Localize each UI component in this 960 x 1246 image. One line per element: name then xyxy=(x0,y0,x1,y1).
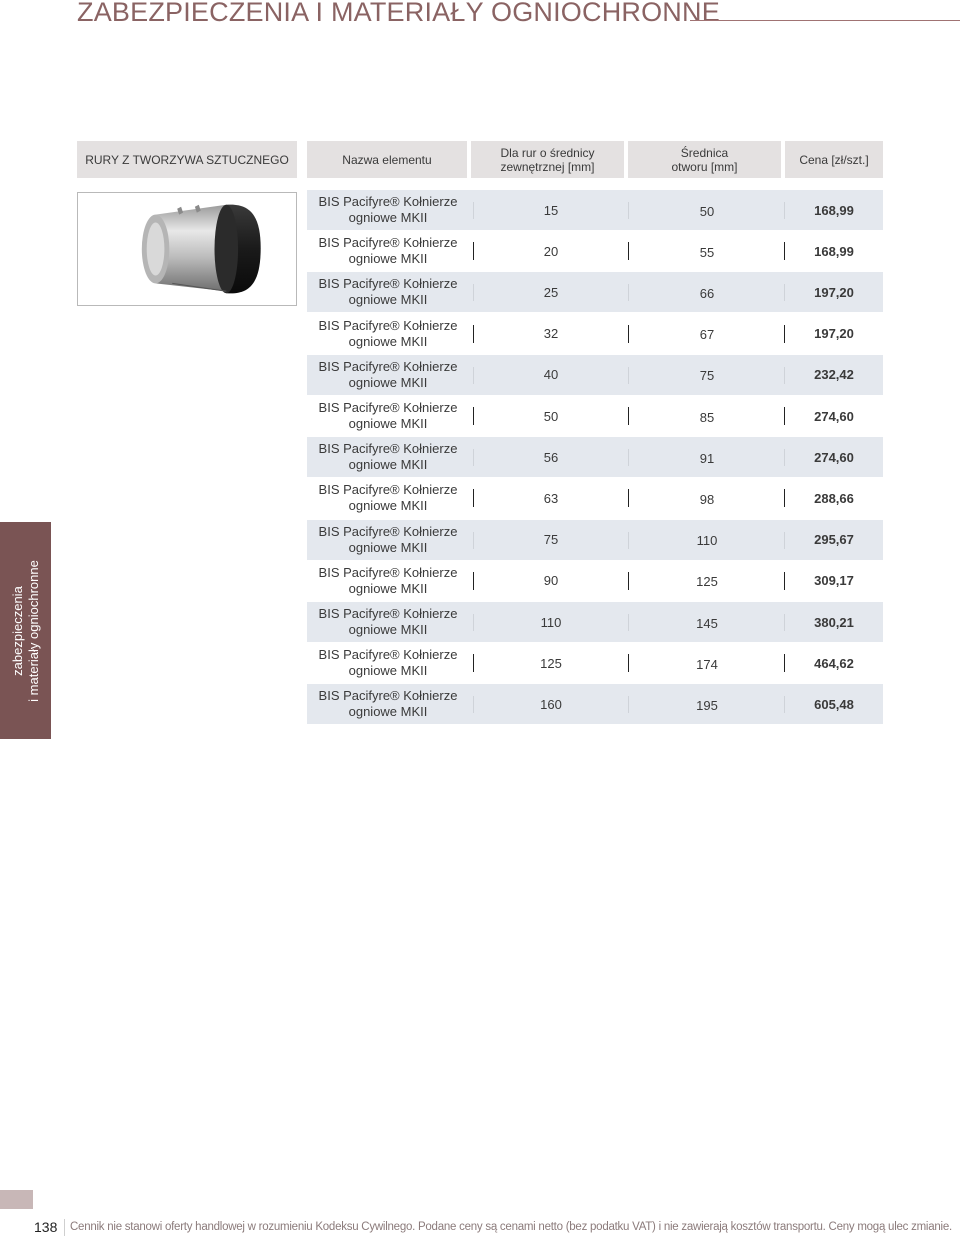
row-pipe-diameter: 32 xyxy=(543,326,559,342)
table-row xyxy=(307,190,883,230)
row-price: 295,67 xyxy=(814,532,854,548)
row-opening-diameter: 91 xyxy=(699,450,715,466)
row-name xyxy=(307,396,469,436)
page-number: 138 xyxy=(34,1219,58,1235)
side-tab-label xyxy=(10,560,42,702)
row-name-line1: BIS Pacifyre® Kołnierze xyxy=(318,523,458,539)
row-pipe-diameter: 25 xyxy=(543,284,559,300)
row-opening-diameter: 195 xyxy=(696,697,718,713)
table-row xyxy=(307,520,883,560)
row-name xyxy=(307,355,469,395)
footer-separator xyxy=(64,1219,65,1236)
row-opening-diameter: 98 xyxy=(699,491,715,507)
table-row xyxy=(307,355,883,395)
row-name-line2: ogniowe MKII xyxy=(348,210,428,225)
row-price: 168,99 xyxy=(814,202,854,218)
row-pipe-diameter: 20 xyxy=(543,243,559,259)
row-name-line1: BIS Pacifyre® Kołnierze xyxy=(318,276,458,292)
row-name xyxy=(307,602,469,642)
row-name-line2: ogniowe MKII xyxy=(348,704,428,720)
header-price: Cena [zł/szt.] xyxy=(785,141,883,178)
row-pipe-diameter: 75 xyxy=(543,532,559,548)
row-price: 288,66 xyxy=(814,490,854,506)
table-row xyxy=(307,396,883,436)
row-name-line2: ogniowe MKII xyxy=(348,416,428,431)
row-pipe-diameter: 90 xyxy=(543,573,559,589)
row-name-line1: BIS Pacifyre® Kołnierze xyxy=(318,194,458,209)
row-name-line1: BIS Pacifyre® Kołnierze xyxy=(318,564,458,580)
row-price: 605,48 xyxy=(814,696,854,712)
row-price: 197,20 xyxy=(814,326,854,342)
row-name-line2: ogniowe MKII xyxy=(348,333,428,349)
row-name-line2: ogniowe MKII xyxy=(348,663,428,679)
row-pipe-diameter: 40 xyxy=(543,367,559,383)
row-name-line2: ogniowe MKII xyxy=(348,251,428,267)
side-tab xyxy=(0,522,51,739)
row-name xyxy=(307,561,469,601)
row-name-line2: ogniowe MKII xyxy=(348,374,428,390)
table-row xyxy=(307,602,883,642)
table-row xyxy=(307,437,883,477)
row-name-line2: ogniowe MKII xyxy=(348,498,428,514)
row-name-line1: BIS Pacifyre® Kołnierze xyxy=(318,400,458,415)
row-opening-diameter: 75 xyxy=(699,368,715,384)
row-pipe-diameter: 125 xyxy=(540,655,562,671)
table-row xyxy=(307,231,883,271)
page-title: ZABEZPIECZENIA I MATERIAŁY OGNIOCHRONNE xyxy=(77,0,720,27)
row-price: 232,42 xyxy=(814,367,854,383)
row-name xyxy=(307,684,469,724)
header-category: RURY Z TWORZYWA SZTUCZNEGO xyxy=(77,141,297,178)
row-name xyxy=(307,314,469,354)
row-opening-diameter: 67 xyxy=(699,327,715,343)
row-name-line1: BIS Pacifyre® Kołnierze xyxy=(318,235,458,251)
row-name-line2: ogniowe MKII xyxy=(348,457,428,473)
row-name xyxy=(307,231,469,271)
row-pipe-diameter: 160 xyxy=(540,696,562,712)
table-row xyxy=(307,643,883,683)
row-name xyxy=(307,520,469,560)
row-name-line2: ogniowe MKII xyxy=(348,292,428,308)
row-pipe-diameter: 56 xyxy=(543,449,559,465)
header-opening-diameter: Średnica otworu [mm] xyxy=(628,141,781,178)
row-name-line2: ogniowe MKII xyxy=(348,622,428,637)
row-price: 464,62 xyxy=(814,655,854,671)
row-name-line1: BIS Pacifyre® Kołnierze xyxy=(318,647,458,663)
pipe-collar-icon xyxy=(78,193,296,305)
row-pipe-diameter: 50 xyxy=(543,408,559,424)
title-rule xyxy=(690,20,960,21)
row-price: 309,17 xyxy=(814,573,854,589)
row-name-line1: BIS Pacifyre® Kołnierze xyxy=(318,606,458,621)
row-name-line1: BIS Pacifyre® Kołnierze xyxy=(318,317,458,333)
table-row xyxy=(307,314,883,354)
row-opening-diameter: 110 xyxy=(696,533,718,549)
row-opening-diameter: 55 xyxy=(699,244,715,260)
side-tab-line2: i materiały ogniochronne xyxy=(25,559,41,702)
row-price: 197,20 xyxy=(814,284,854,300)
row-name-line1: BIS Pacifyre® Kołnierze xyxy=(318,688,458,704)
row-pipe-diameter: 63 xyxy=(543,490,559,506)
header-name: Nazwa elementu xyxy=(307,141,467,178)
row-opening-diameter: 145 xyxy=(696,615,718,631)
row-name-line2: ogniowe MKII xyxy=(348,539,428,555)
side-tab-line1: zabezpieczenia xyxy=(9,585,25,676)
row-name xyxy=(307,643,469,683)
row-opening-diameter: 125 xyxy=(696,574,718,590)
header-pipe-diameter: Dla rur o średnicy zewnętrznej [mm] xyxy=(471,141,624,178)
row-name-line2: ogniowe MKII xyxy=(348,580,428,596)
row-price: 380,21 xyxy=(814,614,854,630)
row-price: 168,99 xyxy=(814,243,854,259)
row-price: 274,60 xyxy=(814,408,854,424)
row-opening-diameter: 174 xyxy=(696,656,718,672)
row-name xyxy=(307,272,469,312)
row-opening-diameter: 85 xyxy=(699,409,715,425)
product-image xyxy=(77,192,297,306)
row-name-line1: BIS Pacifyre® Kołnierze xyxy=(318,482,458,498)
row-opening-diameter: 66 xyxy=(699,285,715,301)
row-pipe-diameter: 15 xyxy=(543,202,559,218)
row-name xyxy=(307,478,469,518)
table-row xyxy=(307,272,883,312)
row-opening-diameter: 50 xyxy=(699,203,715,219)
footer-block xyxy=(0,1190,33,1209)
row-name xyxy=(307,437,469,477)
table-row xyxy=(307,478,883,518)
row-name-line1: BIS Pacifyre® Kołnierze xyxy=(318,441,458,457)
row-pipe-diameter: 110 xyxy=(540,614,562,630)
row-price: 274,60 xyxy=(814,449,854,465)
table-row xyxy=(307,684,883,724)
table-row xyxy=(307,561,883,601)
disclaimer: Cennik nie stanowi oferty handlowej w rozumieniu Kodeksu Cywilnego. Podane ceny są cenami netto (bez podatku VAT) i nie zawierają kosztów transportu. Ceny mogą ulec zmianie. xyxy=(70,1221,952,1233)
row-name xyxy=(307,190,469,230)
row-name-line1: BIS Pacifyre® Kołnierze xyxy=(318,358,458,374)
